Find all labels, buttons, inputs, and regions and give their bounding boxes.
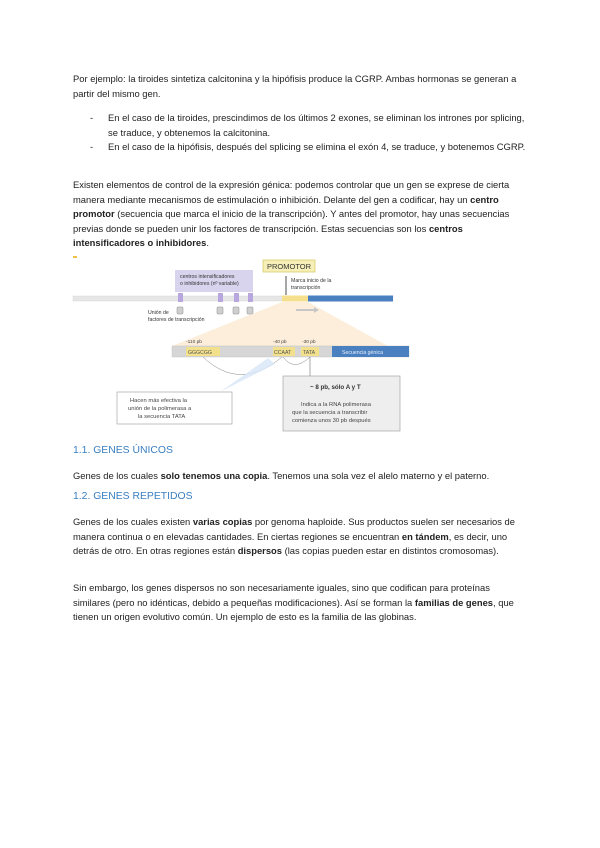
tata-box-sequence: TATA (303, 350, 316, 356)
transcription-factor-icon (217, 307, 223, 314)
callout-left-line-1: Hacen más efectiva la (130, 398, 188, 404)
bold-en-tandem: en tándem (401, 530, 449, 542)
promoter-region (282, 296, 308, 302)
callout-right-line-2: que la secuencia a transcribir (292, 410, 368, 416)
section2-text-2: por genoma haploide. Sus productos suelen ser necesarios de manera continua o en elevadas cantidades. En ciertas regiones se encuentran (73, 516, 515, 542)
callout-left-line-3: la secuencia TATA (138, 414, 186, 420)
heading-genes-unicos: 1.1. GENES ÚNICOS (73, 445, 173, 456)
intro-paragraph (73, 72, 528, 101)
box2-position: -40 pb (273, 340, 287, 345)
transcription-factor-icon (233, 307, 239, 314)
callout-right-line-1: Indica a la RNA polimerasa (301, 402, 371, 408)
section2-text-1: Genes de los cuales existen (73, 516, 193, 527)
section2-paragraph (73, 515, 528, 559)
arc-connector (283, 357, 310, 365)
figure-marker (73, 256, 77, 258)
enhancer-site (178, 293, 183, 302)
section2-text-4: (las copias pueden estar en distintos cromosomas). (281, 545, 499, 557)
bullet-item (90, 111, 530, 140)
bold-familias-de-genes: familias de genes (414, 596, 494, 608)
final-text-2: , que tienen un origen evolutivo común. Un ejemplo de esto es la familia de las globinas. (73, 596, 514, 623)
enhancer-site (248, 293, 253, 302)
start-label-line-2: transcripción (291, 285, 321, 291)
bullet-dash: - (90, 112, 94, 123)
section1-text-2: . Tenemos una sola vez el alelo materno y el paterno. (267, 470, 490, 481)
callout-right-title: ~ 8 pb, sólo A y T (310, 384, 361, 391)
bullet-text: En el caso de la hipófisis, después del splicing se elimina el exón 4, se traduce, y botenemos CGRP. (108, 141, 526, 152)
bold-una-copia: solo tenemos una copia (160, 470, 268, 481)
box3-position: -30 pb (302, 340, 316, 345)
bold-centro-promotor: centro promotor (73, 193, 499, 220)
union-label-line-1: Unión de (148, 310, 169, 316)
enhancer-site (234, 293, 239, 302)
union-label-line-2: factores de transcripción (148, 317, 205, 323)
section1-paragraph (73, 469, 528, 484)
callout-left-line-2: unión de la polimerasa a (128, 406, 192, 412)
promoter-diagram (70, 252, 410, 432)
box1-position: -110 pb (186, 340, 202, 345)
control-text-1: Existen elementos de control de la expresión génica: podemos controlar que un gen se exprese de cierta manera mediante mecanismos de estimulación o inhibición. Delante del gen a codificar, hay un (73, 179, 510, 205)
heading-genes-repetidos: 1.2. GENES REPETIDOS (73, 491, 193, 502)
bold-varias-copias: varias copias (192, 516, 253, 527)
glow-pointer (220, 358, 275, 392)
control-text-2: (secuencia que marca el inicio de la transcripción). Y antes del promotor, hay unas secuencias previas donde se pueden unir los factores de transcripción. Estas secuencias son los (73, 208, 510, 234)
control-text-3: . (206, 237, 209, 249)
bold-centros-intensificadores: centros intensificadores o inhibidores (73, 222, 463, 249)
enhancer-label-line-1: centros intensificadores (180, 274, 235, 280)
bullet-text: En el caso de la tiroides, prescindimos de los últimos 2 exones, se eliminan los intrones por splicing, se traduce, y obtenemos la calcitonina. (108, 112, 525, 138)
bold-dispersos: dispersos (237, 545, 282, 557)
gene-coding-region (308, 296, 393, 302)
bullet-item (90, 140, 530, 155)
section1-text-1: Genes de los cuales (73, 470, 161, 481)
promotor-label: PROMOTOR (267, 262, 312, 271)
start-label-line-1: Marca inicio de la (291, 278, 332, 284)
intro-text: Por ejemplo: la tiroides sintetiza calcitonina y la hipófisis produce la CGRP. Ambas hormonas se generan a partir del mismo gen. (73, 73, 517, 99)
bullet-dash: - (90, 141, 94, 152)
gc-box-sequence: GGGCGG (188, 350, 212, 356)
enhancer-site (218, 293, 223, 302)
section2-text-3: , es decir, uno detrás de otro. En otras regiones están (73, 530, 508, 557)
callout-right-line-3: comienza unos 30 pb después (292, 418, 371, 424)
final-text-1: Sin embargo, los genes dispersos no son necesariamente iguales, sino que codifican para proteínas similares (pero no idénticas, debido a pequeñas modificaciones). Así se forman la (73, 582, 490, 608)
final-paragraph (73, 581, 528, 625)
caat-box-sequence: CCAAT (274, 350, 292, 356)
transcription-factor-icon (177, 307, 183, 314)
control-paragraph (73, 178, 528, 251)
transcription-factor-icon (247, 307, 253, 314)
enhancer-label-line-2: o inhibidores (nº variable) (180, 281, 239, 287)
coding-label: Secuencia génica (342, 350, 383, 356)
